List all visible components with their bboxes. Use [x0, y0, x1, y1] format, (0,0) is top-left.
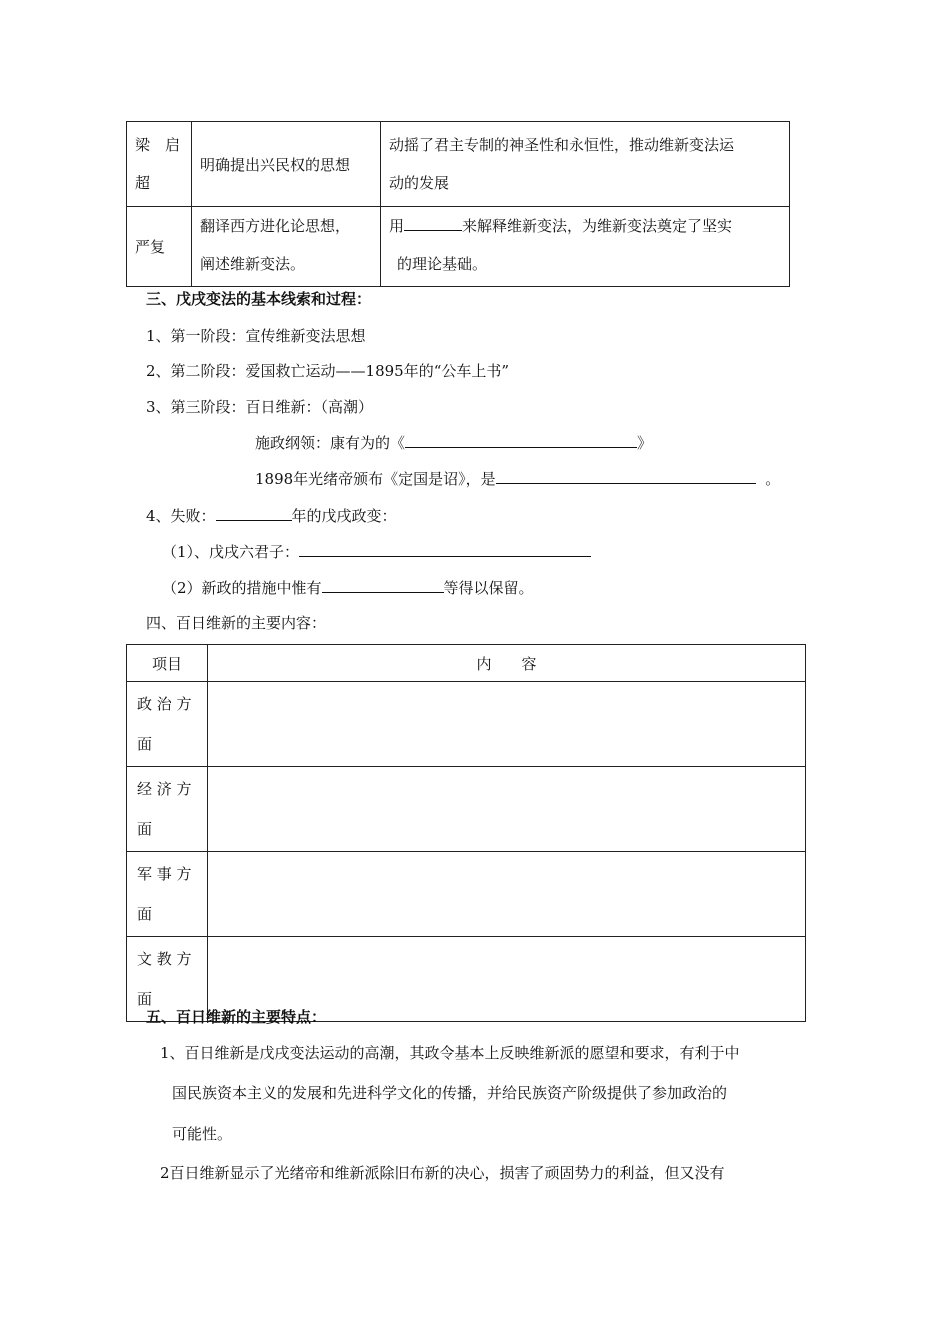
content-cell-economy[interactable]: [208, 767, 806, 852]
row-label-cell: [127, 852, 208, 937]
feature-2-line1: 2百日维新显示了光绪帝和维新派除旧布新的决心，损害了顽固势力的利益，但又没有: [160, 1164, 725, 1182]
content-cell-military[interactable]: [208, 852, 806, 937]
program-line: [255, 432, 652, 453]
row-label: 政 治 方: [137, 695, 192, 713]
row-label: 文 教 方: [137, 950, 192, 968]
thinker-name: 梁 启: [135, 136, 181, 154]
thinker-effect-post: 来解释维新变法，为维新变法奠定了坚实: [462, 217, 733, 235]
thinker-effect: 的理论基础。: [397, 255, 488, 273]
thinker-idea: 阐述维新变法。: [200, 255, 306, 273]
sub-item-1: [162, 541, 591, 562]
thinker-effect-cell: [381, 122, 790, 207]
edict-blank[interactable]: [496, 469, 756, 484]
thinker-name: 超: [135, 174, 151, 192]
thinker-idea-cell: [192, 207, 381, 287]
sub-item-2-label: （2）新政的措施中惟有: [162, 579, 322, 597]
content-cell-politics[interactable]: [208, 682, 806, 767]
thinker-idea: 翻译西方进化论思想，: [200, 217, 351, 235]
row-label: 经 济 方: [137, 780, 192, 798]
section3-heading: 三、戊戌变法的基本线索和过程：: [146, 290, 372, 308]
sub-item-2-suffix: 等得以保留。: [443, 579, 534, 597]
row-label: 面: [137, 990, 153, 1008]
row-label: 面: [137, 905, 153, 923]
thinker-effect-cell: [381, 207, 790, 287]
row-label-cell: [127, 767, 208, 852]
thinker-effect: 动的发展: [389, 174, 450, 192]
feature-1-line2: 国民族资本主义的发展和先进科学文化的传播，并给民族资产阶级提供了参加政治的: [172, 1084, 728, 1102]
col-header-item: 项目: [127, 645, 208, 682]
stage-4: [146, 505, 397, 526]
row-label-cell: [127, 682, 208, 767]
thinker-idea: 明确提出兴民权的思想: [200, 155, 351, 174]
thinker-effect-pre: 用: [389, 217, 405, 235]
program-blank[interactable]: [405, 433, 637, 448]
edict-label: 1898年光绪帝颁布《定国是诏》，是: [255, 470, 496, 488]
stage-4-suffix: 年的戊戌政变：: [291, 507, 397, 525]
section4-heading: 四、百日维新的主要内容：: [146, 614, 327, 632]
row-label: 面: [137, 735, 153, 753]
thinker-name-cell: [127, 122, 192, 207]
thinkers-table: [126, 121, 790, 287]
year-blank[interactable]: [216, 506, 292, 521]
row-label: 军 事 方: [137, 865, 192, 883]
feature-1-line1: 1、百日维新是戊戌变法运动的高潮，其政令基本上反映维新派的愿望和要求，有利于中: [160, 1044, 740, 1062]
six-gentlemen-blank[interactable]: [299, 542, 591, 557]
thinker-effect: 动摇了君主专制的神圣性和永恒性，推动维新变法运: [389, 136, 735, 154]
sub-item-2: [162, 577, 534, 598]
feature-1-line3: 可能性。: [172, 1125, 233, 1143]
thinker-name: 严复: [135, 238, 166, 256]
row-label: 面: [137, 820, 153, 838]
retained-blank[interactable]: [322, 578, 444, 593]
program-close: 》: [637, 434, 653, 452]
col-header-content: 内 容: [208, 645, 806, 682]
fill-blank[interactable]: [404, 216, 462, 231]
stage-4-label: 4、失败：: [146, 507, 216, 525]
edict-period: 。: [765, 470, 781, 488]
section5-heading: 五、百日维新的主要特点：: [146, 1008, 327, 1026]
thinker-idea-cell: [192, 122, 381, 207]
thinker-name-cell: [127, 207, 192, 287]
stage-3: 3、第三阶段：百日维新：（高潮）: [146, 398, 374, 416]
edict-line: [255, 468, 780, 489]
sub-item-1-label: （1）、戊戌六君子：: [162, 543, 300, 561]
reform-content-table: [126, 644, 806, 1022]
stage-2: 2、第二阶段：爱国救亡运动——1895年的“公车上书”: [146, 362, 510, 380]
stage-1: 1、第一阶段：宣传维新变法思想: [146, 327, 366, 345]
program-label: 施政纲领：康有为的《: [255, 434, 406, 452]
